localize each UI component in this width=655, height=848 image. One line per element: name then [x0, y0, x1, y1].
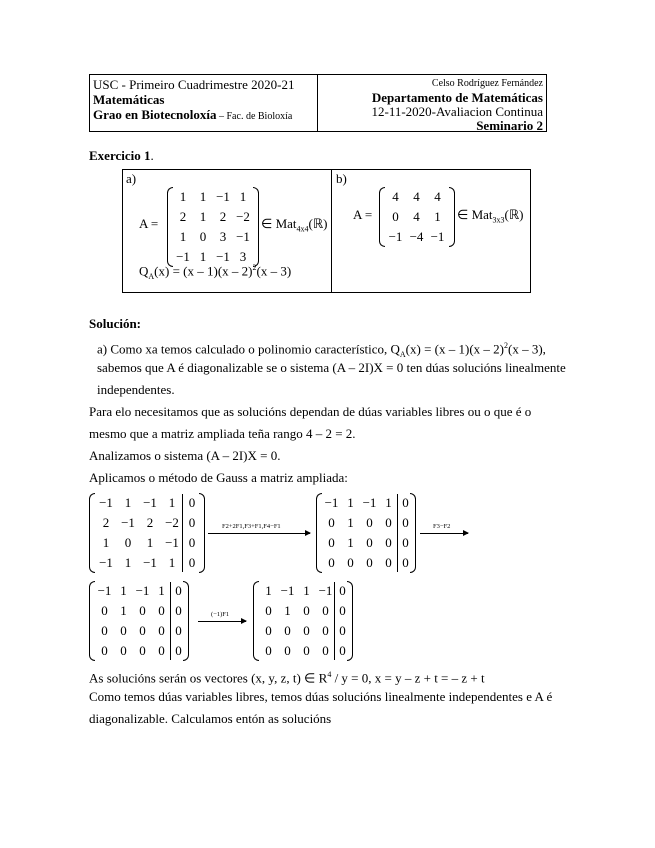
matrix-b	[379, 187, 455, 247]
gauss-matrix-3	[89, 581, 189, 661]
matrix-cell: 0	[328, 555, 335, 570]
matrix-cell: 0	[124, 535, 132, 550]
matrix-cell: 1	[239, 189, 247, 204]
matrix-cell: −1	[121, 515, 135, 530]
matrix-cell: 0	[120, 643, 127, 658]
matrix-a	[167, 187, 259, 267]
matrix-row	[95, 581, 186, 601]
matrix-cell: 0	[366, 515, 373, 530]
matrix-cell: 0	[322, 623, 329, 638]
augment-bar	[397, 494, 398, 572]
matrix-row	[95, 553, 201, 573]
matrix-cell: 0	[199, 229, 207, 244]
matrix-cell: 0	[322, 603, 329, 618]
matrix-cell: 3	[219, 229, 227, 244]
matrix-cell: 1	[199, 249, 207, 264]
faculty: – Fac. de Bioloxía	[216, 111, 293, 122]
matrix-cell: 0	[366, 535, 373, 550]
part-b-suffix-tail: (ℝ)	[504, 207, 524, 222]
matrix-cell: −1	[143, 555, 157, 570]
header-right	[318, 75, 546, 135]
department: Departamento de Matemáticas	[371, 90, 543, 105]
matrix-cell: 4	[413, 209, 420, 224]
matrix-cell: 0	[158, 623, 165, 638]
part-b-prefix: A =	[353, 207, 373, 222]
part-b-suffix	[457, 207, 523, 225]
matrix-cell: 2	[102, 515, 110, 530]
gauss-arrow-1	[208, 533, 310, 534]
matrix-cell: −1	[318, 583, 333, 598]
matrix-cell: 0	[385, 555, 392, 570]
matrix-cell: 0	[328, 535, 335, 550]
augment-bar	[182, 494, 183, 572]
matrix-cell: 0	[303, 623, 310, 638]
subject: Matemáticas	[93, 92, 165, 107]
matrix-row	[322, 513, 413, 533]
matrix-row	[385, 207, 448, 227]
matrix-cell: 1	[124, 495, 132, 510]
matrix-cell: 1	[284, 603, 291, 618]
solution-p1-line2: sabemos que A é diagonalizable se o sistema (A – 2I)X = 0 ten dúas solucións linealmente	[97, 360, 566, 375]
solution-p1-line3: independentes.	[97, 382, 175, 397]
part-b-suffix-text: ∈ Mat	[457, 207, 493, 222]
matrix-cell: −1	[388, 229, 403, 244]
part-b-suffix-sub: 3x3	[492, 215, 505, 225]
matrix-cell: −1	[143, 495, 157, 510]
matrix-cell: 0	[265, 603, 272, 618]
exercise-title	[89, 148, 154, 164]
matrix-cell: 1	[199, 189, 207, 204]
matrix-cell: 0	[175, 623, 182, 638]
solution-p3: Analizamos o sistema (A – 2I)X = 0.	[89, 448, 281, 463]
p1-sup: 2	[503, 341, 508, 350]
vectors-text-a: As solucións serán os vectores (x, y, z, t) ∈ R	[89, 670, 328, 686]
vectors-text-b: / y = 0, x = y – z + t = – z + t	[331, 670, 485, 686]
solution-heading: Solución:	[89, 316, 142, 331]
header-box	[89, 74, 547, 132]
matrix-cell: 1	[347, 535, 354, 550]
author: Celso Rodríguez Fernández	[431, 78, 543, 89]
matrix-row	[173, 187, 253, 207]
seminar: Seminario 2	[476, 118, 543, 133]
p1-text-b: (x) = (x – 1)(x – 2)	[405, 341, 504, 357]
matrix-cell: 0	[392, 209, 399, 224]
matrix-cell: 1	[347, 495, 354, 510]
matrix-cell: −1	[324, 495, 339, 510]
poly-q: Q	[139, 263, 149, 279]
matrix-cell: 0	[175, 603, 182, 618]
vectors-sup: 4	[327, 670, 332, 679]
matrix-cell: −1	[165, 535, 179, 550]
gauss-matrix-2	[316, 493, 416, 573]
course-term: USC - Primeiro Cuadrimestre 2020-21	[93, 77, 295, 92]
matrix-cell: −4	[409, 229, 424, 244]
matrix-cell: −1	[176, 249, 190, 264]
part-a-suffix-text: ∈ Mat	[261, 216, 297, 231]
date: 12-11-2020-Avaliacion Continua	[371, 104, 543, 119]
matrix-cell: −1	[216, 249, 230, 264]
matrix-cell: 0	[101, 623, 108, 638]
matrix-cell: 0	[139, 643, 146, 658]
bracket-right	[253, 187, 259, 267]
matrix-cell: −1	[97, 583, 112, 598]
matrix-cell: 1	[347, 515, 354, 530]
problem-divider	[331, 170, 332, 292]
matrix-cell: 0	[339, 583, 346, 598]
matrix-cell: 0	[402, 515, 409, 530]
part-a-suffix-sub: 4x4	[296, 224, 309, 234]
matrix-row	[95, 641, 186, 661]
matrix-cell: 2	[146, 515, 154, 530]
matrix-cell: 0	[101, 643, 108, 658]
poly-rest: (x) = (x – 1)(x – 2)	[154, 263, 253, 279]
matrix-cell: 0	[328, 515, 335, 530]
part-a-suffix	[261, 216, 327, 234]
matrix-cell: 1	[179, 229, 187, 244]
matrix-cell: −2	[236, 209, 250, 224]
matrix-row	[259, 621, 350, 641]
solution-vectors	[89, 667, 485, 686]
matrix-row	[259, 601, 350, 621]
matrix-row	[322, 533, 413, 553]
matrix-row	[173, 227, 253, 247]
solution-p2-line2: mesmo que a matriz ampliada teña rango 4 – 2 = 2.	[89, 426, 356, 441]
matrix-cell: 1	[158, 583, 165, 598]
matrix-cell: 1	[199, 209, 207, 224]
matrix-cell: 0	[101, 603, 108, 618]
matrix-row	[259, 581, 350, 601]
matrix-cell: 0	[284, 643, 291, 658]
matrix-cell: −1	[362, 495, 377, 510]
part-a-suffix-tail: (ℝ)	[308, 216, 328, 231]
matrix-cell: 0	[402, 495, 409, 510]
matrix-cell: 1	[120, 583, 127, 598]
matrix-cell: 1	[168, 555, 176, 570]
matrix-cell: 0	[339, 643, 346, 658]
matrix-cell: 0	[188, 535, 196, 550]
matrix-cell: 0	[339, 623, 346, 638]
matrix-cell: 0	[303, 603, 310, 618]
matrix-cell: 0	[385, 515, 392, 530]
matrix-cell: 4	[413, 189, 420, 204]
gauss-op-1: F2+2F1,F3+F1,F4−F1	[222, 523, 281, 530]
matrix-cell: 0	[284, 623, 291, 638]
matrix-cell: 1	[303, 583, 310, 598]
gauss-matrix-1	[89, 493, 205, 573]
part-a-prefix: A =	[139, 216, 159, 231]
matrix-cell: 0	[303, 643, 310, 658]
gauss-op-2: F3−F2	[433, 523, 451, 530]
augment-bar	[334, 582, 335, 660]
matrix-row	[385, 187, 448, 207]
matrix-cell: −1	[99, 555, 113, 570]
poly-sub: A	[148, 271, 155, 281]
matrix-cell: 1	[385, 495, 392, 510]
solution-conclusion-line1: Como temos dúas variables libres, temos dúas solucións linealmente independentes e A é	[89, 689, 553, 704]
matrix-cell: 4	[392, 189, 399, 204]
matrix-table	[385, 187, 448, 247]
poly-sup: 2	[252, 263, 257, 272]
matrix-cell: −1	[430, 229, 445, 244]
matrix-table	[322, 493, 413, 573]
augment-bar	[170, 582, 171, 660]
matrix-cell: 1	[434, 209, 441, 224]
matrix-row	[95, 533, 201, 553]
exercise-title-dot: .	[150, 148, 154, 163]
part-b-label: b)	[336, 171, 347, 186]
p1-text-a: a) Como xa temos calculado o polinomio característico, Q	[97, 341, 400, 357]
matrix-row	[173, 207, 253, 227]
matrix-row	[322, 493, 413, 513]
matrix-table	[95, 493, 201, 573]
matrix-cell: 0	[366, 555, 373, 570]
matrix-cell: 0	[188, 515, 196, 530]
degree-line	[93, 107, 314, 124]
matrix-cell: 0	[385, 535, 392, 550]
matrix-table	[173, 187, 253, 267]
matrix-cell: 0	[139, 603, 146, 618]
matrix-cell: −1	[236, 229, 250, 244]
matrix-cell: 0	[158, 603, 165, 618]
header-left	[90, 75, 318, 131]
matrix-cell: 0	[339, 603, 346, 618]
matrix-cell: 0	[265, 623, 272, 638]
solution-p2-line1: Para elo necesitamos que as solucións dependan de dúas variables libres ou o que é o	[89, 404, 532, 419]
matrix-cell: 0	[322, 643, 329, 658]
matrix-cell: 3	[239, 249, 247, 264]
matrix-cell: 0	[265, 643, 272, 658]
matrix-cell: 0	[120, 623, 127, 638]
gauss-matrix-4	[253, 581, 353, 661]
matrix-cell: 0	[188, 555, 196, 570]
matrix-row	[259, 641, 350, 661]
matrix-cell: −1	[99, 495, 113, 510]
gauss-op-3: (−1)F1	[211, 611, 230, 618]
matrix-cell: 2	[219, 209, 227, 224]
bracket-right	[449, 187, 455, 247]
gauss-arrow-3	[198, 621, 246, 622]
matrix-cell: 2	[179, 209, 187, 224]
degree: Grao en Biotecnoloxía	[93, 107, 217, 122]
solution-conclusion-line2: diagonalizable. Calculamos entón as solucións	[89, 711, 332, 726]
part-a-label: a)	[126, 171, 137, 186]
char-polynomial	[139, 263, 291, 281]
exercise-title-text: Exercicio 1	[89, 148, 151, 163]
matrix-row	[95, 493, 201, 513]
matrix-row	[95, 621, 186, 641]
matrix-cell: 0	[139, 623, 146, 638]
gauss-arrow-2	[420, 533, 468, 534]
matrix-cell: 0	[175, 583, 182, 598]
matrix-cell: 1	[102, 535, 110, 550]
p1-text-c: (x – 3),	[507, 341, 546, 357]
poly-end: (x – 3)	[256, 263, 292, 279]
p1-sub: A	[399, 349, 406, 359]
matrix-cell: −1	[280, 583, 295, 598]
matrix-row	[95, 601, 186, 621]
matrix-cell: −1	[216, 189, 230, 204]
matrix-cell: 0	[347, 555, 354, 570]
matrix-table	[259, 581, 350, 661]
matrix-cell: −2	[165, 515, 179, 530]
solution-p4: Aplicamos o método de Gauss a matriz ampliada:	[89, 470, 348, 485]
problem-box	[122, 169, 531, 293]
matrix-cell: 0	[402, 555, 409, 570]
matrix-cell: 4	[434, 189, 441, 204]
matrix-cell: −1	[135, 583, 150, 598]
matrix-cell: 1	[168, 495, 176, 510]
matrix-row	[322, 553, 413, 573]
matrix-row	[95, 513, 201, 533]
matrix-row	[385, 227, 448, 247]
matrix-cell: 1	[146, 535, 154, 550]
matrix-cell: 1	[179, 189, 187, 204]
matrix-cell: 1	[124, 555, 132, 570]
matrix-cell: 1	[120, 603, 127, 618]
matrix-cell: 1	[265, 583, 272, 598]
matrix-table	[95, 581, 186, 661]
matrix-cell: 0	[188, 495, 196, 510]
matrix-cell: 0	[402, 535, 409, 550]
matrix-cell: 0	[158, 643, 165, 658]
matrix-cell: 0	[175, 643, 182, 658]
